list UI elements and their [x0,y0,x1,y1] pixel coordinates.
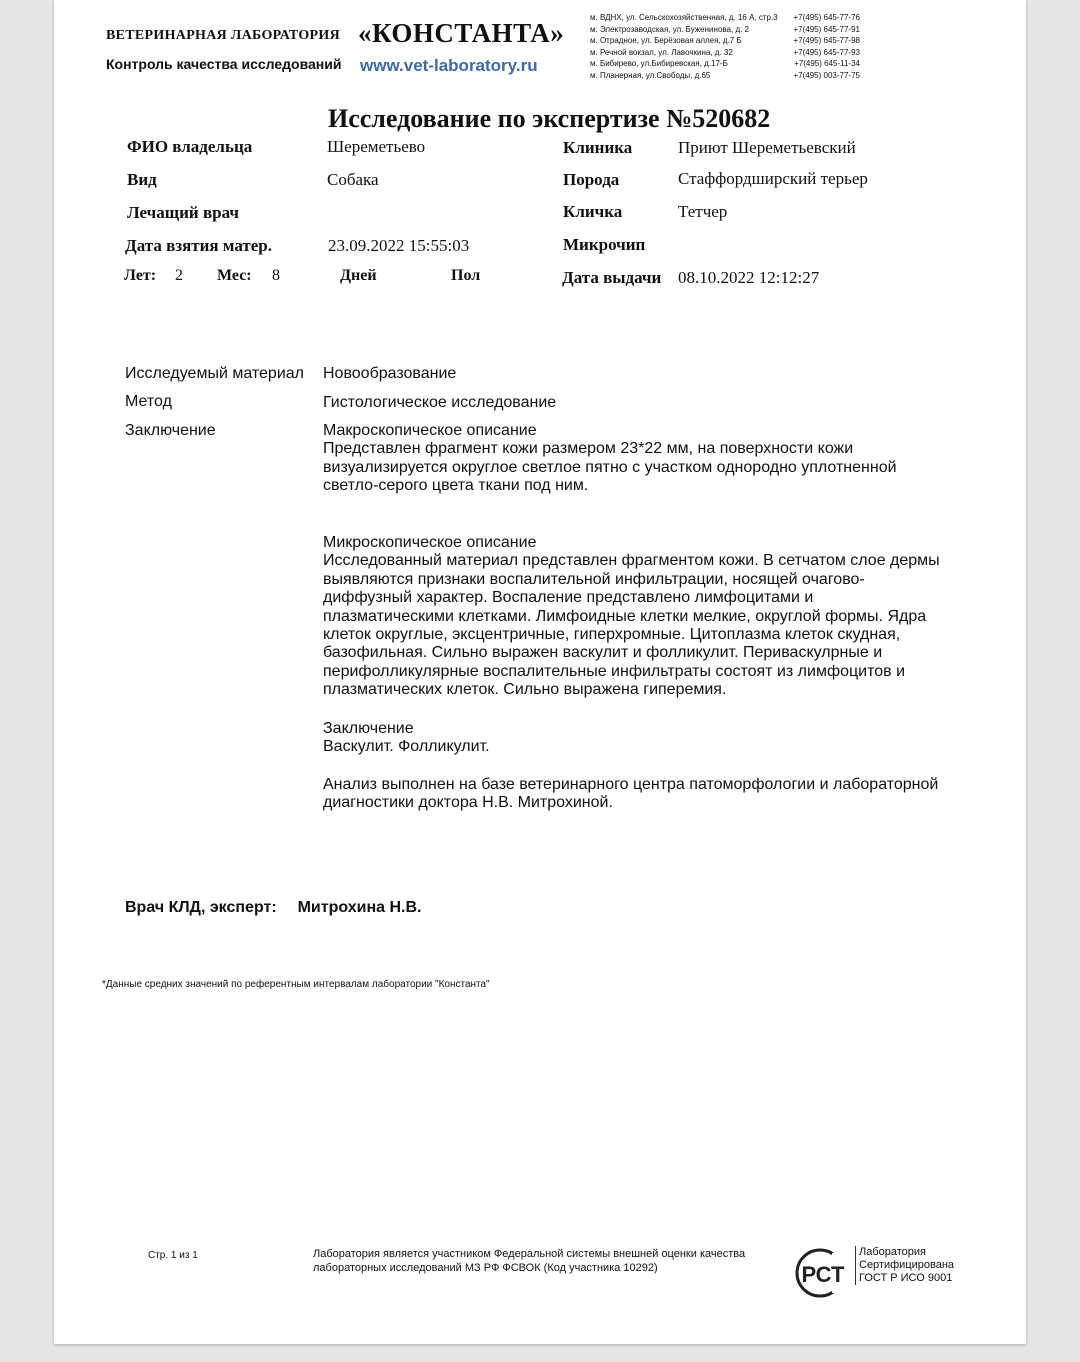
micro-title: Микроскопическое описание [323,534,537,551]
cert-line: Лаборатория [859,1246,926,1258]
branch-phone: +7(495) 645-77-76 [793,13,860,22]
cert-line: ГОСТ Р ИСО 9001 [859,1272,953,1284]
macro-line: светло-серого цвета ткани под ним. [323,477,589,495]
species-label: Вид [127,170,157,189]
clinic-value: Приют Шереметьевский [678,138,856,157]
micro-line: клеток округлые, эксцентричные, гиперхромные. Цитоплазма клеток скудная, [323,626,901,644]
clinic-label: Клиника [563,138,633,157]
final-text: Васкулит. Фолликулит. [323,738,490,756]
branch-item [590,58,860,70]
material-value: Новообразование [323,365,457,382]
branch-item [590,47,860,59]
sex-label: Пол [451,267,481,284]
lab-website-link[interactable]: www.vet-laboratory.ru [360,56,538,75]
lab-subtitle: Контроль качества исследований [106,56,342,72]
fsvok-line: лабораторных исследований МЗ РФ ФСВОК (Код участника 10292) [313,1262,658,1274]
years-label: Лет: [124,267,157,284]
pet-name-value: Тетчер [678,202,728,221]
branch-list [590,12,860,81]
signature-label: Врач КЛД, эксперт: [125,899,277,916]
page-number: Стр. 1 из 1 [148,1250,198,1261]
signature [125,899,421,917]
macro-line: Представлен фрагмент кожи размером 23*22 мм, на поверхности кожи [323,440,854,458]
lab-title: ВЕТЕРИНАРНАЯ ЛАБОРАТОРИЯ [106,28,340,43]
method-label: Метод [125,393,172,410]
days-label: Дней [340,267,377,284]
final-conclusion [323,720,963,757]
micro-line: плазматических клеток. Сильно выражена гиперемия. [323,681,727,699]
rst-logo-text: РСТ [801,1262,845,1287]
years-value: 2 [175,267,183,284]
sample-date-label: Дата взятия матер. [125,236,272,255]
months-value: 8 [272,267,280,284]
branch-item [590,70,860,82]
cert-line: Сертифицирована [859,1259,955,1271]
rst-certification-logo [790,1245,854,1301]
micro-line: выявляются признаки воспалительной инфильтрации, носящей очагово- [323,570,865,588]
branch-item [590,35,860,47]
micro-line: перифолликулярные воспалительные инфильтраты состоят из лимфоцитов и [323,662,906,680]
months-label: Мес: [217,267,252,284]
sample-date-value: 23.09.2022 15:55:03 [328,236,470,255]
owner-label: ФИО владельца [127,137,253,156]
branch-phone: +7(495) 645-77-98 [793,36,860,45]
branch-address: м. Планерная, ул.Свободы, д.65 [590,70,711,80]
micro-line: диффузный характер. Воспаление представлено лимфоцитами и [323,589,814,607]
branch-item [590,24,860,36]
reference-footnote: *Данные средних значений по референтным интервалам лаборатории "Константа" [102,979,490,990]
macro-title: Макроскопическое описание [323,422,537,439]
conclusion-label: Заключение [125,422,216,439]
microchip-label: Микрочип [563,235,646,254]
issue-date-value: 08.10.2022 12:12:27 [678,268,820,287]
doctor-label: Лечащий врач [127,203,239,222]
certification-text [855,1246,954,1285]
branch-address: м. Электрозаводская, ул. Буженинова, д. 2 [590,24,750,34]
micro-line: Исследованный материал представлен фрагментом кожи. В сетчатом слое дермы [323,552,940,570]
micro-description [323,534,963,700]
document-title: Исследование по экспертизе №520682 [328,104,771,133]
branch-address: м. Отрадное, ул. Берёзовая аллея, д.7 Б [590,36,742,45]
macro-description [323,422,963,496]
note-line: диагностики доктора Н.В. Митрохиной. [323,794,613,812]
final-title: Заключение [323,720,414,737]
micro-line: плазматическими клетками. Лимфоидные клетки мелкие, округлой формы. Ядра [323,607,927,625]
breed-label: Порода [563,170,620,189]
branch-phone: +7(495) 645-77-93 [793,47,860,57]
branch-phone: +7(495) 645-11-34 [794,59,860,68]
analysis-note [323,776,963,813]
micro-line: базофильная. Сильно выражен васкулит и фолликулит. Периваскулрные и [323,644,883,662]
issue-date-label: Дата выдачи [562,268,662,287]
note-line: Анализ выполнен на базе ветеринарного центра патоморфологии и лабораторной [323,776,939,793]
owner-value: Шереметьево [327,137,426,156]
branch-address: м. Речной вокзал, ул. Лавочкина, д. 32 [590,47,733,57]
method-value: Гистологическое исследование [323,394,557,411]
branch-phone: +7(495) 645-77-91 [793,24,860,34]
signature-name: Митрохина Н.В. [297,899,422,916]
fsvok-note [313,1247,773,1275]
branch-address: м. Бибирево, ул.Бибиревская, д.17-Б [590,59,728,68]
species-value: Собака [327,170,379,189]
breed-value: Стаффордширский терьер [678,169,868,188]
pet-name-label: Кличка [563,202,623,221]
branch-phone: +7(495) 003-77-75 [793,70,860,80]
branch-address: м. ВДНХ, ул. Сельскохозяйственная, д. 16 А, стр.3 [590,13,778,22]
material-label: Исследуемый материал [125,365,304,382]
lab-brand: «КОНСТАНТА» [358,18,565,48]
fsvok-line: Лаборатория является участником Федеральной системы внешней оценки качества [313,1248,746,1260]
macro-line: визуализируется округлое светлое пятно с участком однородно уплотненной [323,458,897,476]
branch-item [590,12,860,24]
